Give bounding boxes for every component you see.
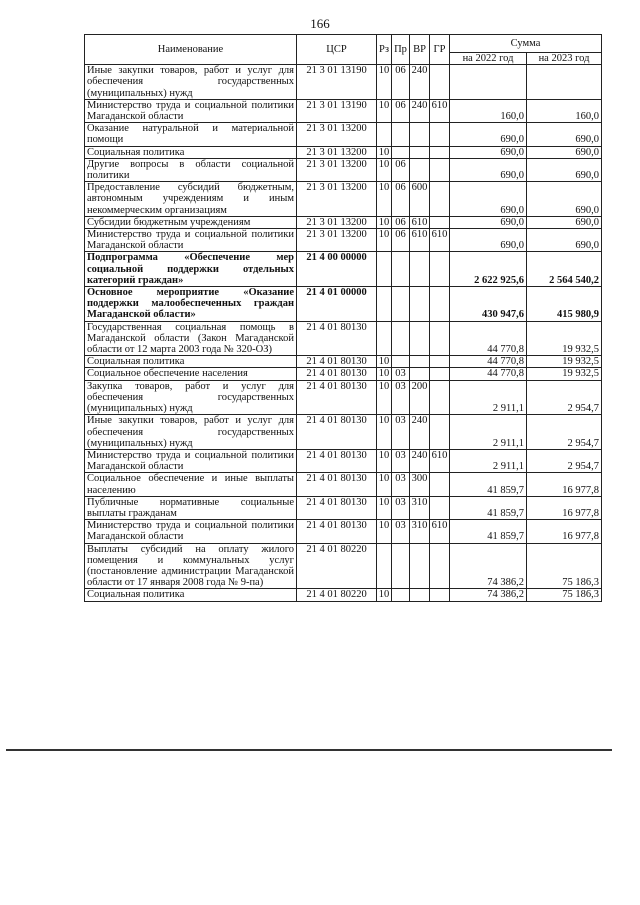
table-row xyxy=(85,287,602,322)
cell-name: Министерство труда и социальной политики Магаданской области xyxy=(85,449,297,472)
cell-vr: 200 xyxy=(410,380,430,415)
cell-rz: 10 xyxy=(377,589,392,601)
table-row xyxy=(85,449,602,472)
cell-sum-2022: 41 859,7 xyxy=(450,520,527,543)
cell-csr: 21 3 01 13200 xyxy=(297,182,377,217)
cell-sum-2022: 74 386,2 xyxy=(450,543,527,589)
cell-sum-2023: 690,0 xyxy=(527,182,602,217)
cell-vr: 240 xyxy=(410,99,430,122)
cell-sum-2023: 2 954,7 xyxy=(527,415,602,450)
header-gr: ГР xyxy=(430,35,450,65)
cell-gr: 610 xyxy=(430,229,450,252)
table-row xyxy=(85,368,602,380)
table-row xyxy=(85,252,602,287)
cell-pr: 03 xyxy=(392,520,410,543)
cell-pr xyxy=(392,589,410,601)
cell-csr: 21 4 01 80130 xyxy=(297,496,377,519)
cell-gr xyxy=(430,321,450,356)
cell-sum-2023: 690,0 xyxy=(527,158,602,181)
cell-pr: 06 xyxy=(392,99,410,122)
cell-csr: 21 3 01 13200 xyxy=(297,146,377,158)
cell-sum-2022: 2 622 925,6 xyxy=(450,252,527,287)
cell-sum-2023 xyxy=(527,65,602,100)
cell-vr xyxy=(410,356,430,368)
cell-sum-2023: 19 932,5 xyxy=(527,368,602,380)
cell-rz: 10 xyxy=(377,99,392,122)
table-row xyxy=(85,158,602,181)
table-row xyxy=(85,321,602,356)
table-row xyxy=(85,99,602,122)
table-row xyxy=(85,65,602,100)
cell-sum-2023: 690,0 xyxy=(527,229,602,252)
cell-pr: 06 xyxy=(392,158,410,181)
header-year-2022: на 2022 год xyxy=(450,53,527,65)
cell-pr xyxy=(392,146,410,158)
cell-vr: 600 xyxy=(410,182,430,217)
cell-gr xyxy=(430,415,450,450)
cell-csr: 21 3 01 13190 xyxy=(297,99,377,122)
cell-csr: 21 4 01 80130 xyxy=(297,356,377,368)
cell-vr xyxy=(410,368,430,380)
cell-sum-2023: 690,0 xyxy=(527,146,602,158)
cell-name: Социальное обеспечение и иные выплаты населению xyxy=(85,473,297,496)
cell-name: Выплаты субсидий на оплату жилого помещения и коммунальных услуг (постановление администрации Магаданской области от 17 января 2008 года № 9-па) xyxy=(85,543,297,589)
cell-sum-2022: 2 911,1 xyxy=(450,415,527,450)
cell-pr: 03 xyxy=(392,449,410,472)
cell-vr: 610 xyxy=(410,216,430,228)
cell-gr xyxy=(430,158,450,181)
cell-gr xyxy=(430,380,450,415)
cell-csr: 21 4 01 80130 xyxy=(297,368,377,380)
cell-name: Закупка товаров, работ и услуг для обеспечения государственных (муниципальных) нужд xyxy=(85,380,297,415)
cell-rz: 10 xyxy=(377,158,392,181)
cell-sum-2022: 690,0 xyxy=(450,158,527,181)
cell-pr xyxy=(392,321,410,356)
cell-vr xyxy=(410,543,430,589)
cell-name: Социальная политика xyxy=(85,589,297,601)
cell-gr xyxy=(430,65,450,100)
cell-rz: 10 xyxy=(377,356,392,368)
cell-csr: 21 4 01 80130 xyxy=(297,380,377,415)
header-vr: ВР xyxy=(410,35,430,65)
cell-name: Министерство труда и социальной политики Магаданской области xyxy=(85,229,297,252)
cell-sum-2023: 16 977,8 xyxy=(527,473,602,496)
cell-sum-2022: 2 911,1 xyxy=(450,380,527,415)
cell-csr: 21 3 01 13200 xyxy=(297,158,377,181)
cell-vr xyxy=(410,589,430,601)
cell-csr: 21 4 01 80130 xyxy=(297,321,377,356)
cell-csr: 21 4 01 80130 xyxy=(297,449,377,472)
table-body xyxy=(85,65,602,601)
cell-sum-2023: 19 932,5 xyxy=(527,356,602,368)
cell-name: Иные закупки товаров, работ и услуг для обеспечения государственных (муниципальных) нужд xyxy=(85,415,297,450)
cell-gr xyxy=(430,543,450,589)
cell-vr xyxy=(410,252,430,287)
cell-sum-2022: 690,0 xyxy=(450,216,527,228)
table-row xyxy=(85,473,602,496)
header-csr: ЦСР xyxy=(297,35,377,65)
cell-name: Социальная политика xyxy=(85,146,297,158)
cell-pr xyxy=(392,543,410,589)
cell-gr xyxy=(430,473,450,496)
cell-pr: 03 xyxy=(392,368,410,380)
cell-name: Другие вопросы в области социальной политики xyxy=(85,158,297,181)
header-pr: Пр xyxy=(392,35,410,65)
cell-sum-2022: 2 911,1 xyxy=(450,449,527,472)
cell-pr xyxy=(392,356,410,368)
cell-name: Основное мероприятие «Оказание поддержки малообеспеченных граждан Магаданской области» xyxy=(85,287,297,322)
cell-name: Субсидии бюджетным учреждениям xyxy=(85,216,297,228)
cell-pr: 03 xyxy=(392,496,410,519)
cell-pr: 03 xyxy=(392,380,410,415)
cell-vr: 310 xyxy=(410,520,430,543)
cell-name: Социальная политика xyxy=(85,356,297,368)
header-year-2023: на 2023 год xyxy=(527,53,602,65)
cell-sum-2023: 75 186,3 xyxy=(527,543,602,589)
table-row xyxy=(85,543,602,589)
table-row xyxy=(85,380,602,415)
table-row xyxy=(85,216,602,228)
cell-vr xyxy=(410,158,430,181)
cell-sum-2023: 2 954,7 xyxy=(527,380,602,415)
cell-pr: 03 xyxy=(392,473,410,496)
cell-vr: 240 xyxy=(410,415,430,450)
cell-pr: 06 xyxy=(392,216,410,228)
footer-rule xyxy=(6,749,612,751)
cell-sum-2023: 160,0 xyxy=(527,99,602,122)
cell-gr xyxy=(430,589,450,601)
cell-name: Иные закупки товаров, работ и услуг для обеспечения государственных (муниципальных) нужд xyxy=(85,65,297,100)
budget-table-container xyxy=(84,34,601,602)
cell-rz: 10 xyxy=(377,520,392,543)
cell-csr: 21 3 01 13190 xyxy=(297,65,377,100)
table-row xyxy=(85,182,602,217)
cell-sum-2023: 2 954,7 xyxy=(527,449,602,472)
cell-gr xyxy=(430,146,450,158)
cell-csr: 21 4 01 80220 xyxy=(297,589,377,601)
cell-csr: 21 4 01 80130 xyxy=(297,520,377,543)
cell-rz xyxy=(377,252,392,287)
cell-csr: 21 4 01 80130 xyxy=(297,473,377,496)
cell-gr: 610 xyxy=(430,520,450,543)
table-row xyxy=(85,589,602,601)
cell-rz: 10 xyxy=(377,182,392,217)
cell-sum-2023: 690,0 xyxy=(527,123,602,146)
cell-rz: 10 xyxy=(377,216,392,228)
cell-gr xyxy=(430,252,450,287)
cell-csr: 21 3 01 13200 xyxy=(297,229,377,252)
cell-sum-2023: 16 977,8 xyxy=(527,496,602,519)
header-name: Наименование xyxy=(85,35,297,65)
table-row xyxy=(85,123,602,146)
table-row xyxy=(85,520,602,543)
cell-vr xyxy=(410,287,430,322)
cell-vr: 300 xyxy=(410,473,430,496)
cell-name: Министерство труда и социальной политики Магаданской области xyxy=(85,99,297,122)
cell-sum-2023: 16 977,8 xyxy=(527,520,602,543)
cell-sum-2022: 44 770,8 xyxy=(450,368,527,380)
cell-vr: 310 xyxy=(410,496,430,519)
cell-rz xyxy=(377,543,392,589)
header-rz: Рз xyxy=(377,35,392,65)
cell-gr xyxy=(430,123,450,146)
cell-rz: 10 xyxy=(377,146,392,158)
cell-name: Предоставление субсидий бюджетным, автономным учреждениям и иным некоммерческим организациям xyxy=(85,182,297,217)
cell-gr xyxy=(430,216,450,228)
cell-rz: 10 xyxy=(377,380,392,415)
cell-pr: 03 xyxy=(392,415,410,450)
table-row xyxy=(85,415,602,450)
table-row xyxy=(85,356,602,368)
cell-sum-2022: 690,0 xyxy=(450,182,527,217)
cell-pr xyxy=(392,123,410,146)
cell-sum-2023: 19 932,5 xyxy=(527,321,602,356)
cell-sum-2022: 41 859,7 xyxy=(450,496,527,519)
cell-gr xyxy=(430,356,450,368)
cell-pr xyxy=(392,287,410,322)
cell-sum-2023: 690,0 xyxy=(527,216,602,228)
cell-vr xyxy=(410,146,430,158)
cell-rz: 10 xyxy=(377,415,392,450)
cell-sum-2023: 415 980,9 xyxy=(527,287,602,322)
cell-gr xyxy=(430,182,450,217)
budget-table xyxy=(84,34,602,602)
cell-rz: 10 xyxy=(377,496,392,519)
cell-name: Оказание натуральной и материальной помощи xyxy=(85,123,297,146)
cell-vr xyxy=(410,321,430,356)
cell-gr xyxy=(430,287,450,322)
cell-csr: 21 3 01 13200 xyxy=(297,123,377,146)
cell-pr xyxy=(392,252,410,287)
header-sum: Сумма xyxy=(450,35,602,53)
cell-rz xyxy=(377,321,392,356)
table-row xyxy=(85,496,602,519)
cell-name: Социальное обеспечение населения xyxy=(85,368,297,380)
cell-sum-2022: 690,0 xyxy=(450,123,527,146)
cell-sum-2022: 41 859,7 xyxy=(450,473,527,496)
cell-sum-2022: 430 947,6 xyxy=(450,287,527,322)
table-row xyxy=(85,229,602,252)
table-header xyxy=(85,35,602,65)
cell-sum-2023: 75 186,3 xyxy=(527,589,602,601)
cell-csr: 21 3 01 13200 xyxy=(297,216,377,228)
cell-rz xyxy=(377,123,392,146)
cell-sum-2022: 160,0 xyxy=(450,99,527,122)
cell-name: Министерство труда и социальной политики Магаданской области xyxy=(85,520,297,543)
cell-sum-2022: 44 770,8 xyxy=(450,356,527,368)
cell-vr xyxy=(410,123,430,146)
cell-sum-2022: 690,0 xyxy=(450,229,527,252)
cell-vr: 240 xyxy=(410,449,430,472)
page-number: 166 xyxy=(310,16,330,31)
cell-rz: 10 xyxy=(377,473,392,496)
cell-csr: 21 4 01 80130 xyxy=(297,415,377,450)
table-row xyxy=(85,146,602,158)
cell-name: Публичные нормативные социальные выплаты гражданам xyxy=(85,496,297,519)
cell-csr: 21 4 01 80220 xyxy=(297,543,377,589)
cell-sum-2023: 2 564 540,2 xyxy=(527,252,602,287)
cell-rz: 10 xyxy=(377,229,392,252)
cell-sum-2022: 690,0 xyxy=(450,146,527,158)
cell-sum-2022: 74 386,2 xyxy=(450,589,527,601)
cell-sum-2022: 44 770,8 xyxy=(450,321,527,356)
cell-rz: 10 xyxy=(377,65,392,100)
cell-rz: 10 xyxy=(377,449,392,472)
cell-rz: 10 xyxy=(377,368,392,380)
cell-gr xyxy=(430,368,450,380)
cell-vr: 240 xyxy=(410,65,430,100)
cell-rz xyxy=(377,287,392,322)
cell-csr: 21 4 01 00000 xyxy=(297,287,377,322)
cell-pr: 06 xyxy=(392,229,410,252)
cell-pr: 06 xyxy=(392,182,410,217)
cell-pr: 06 xyxy=(392,65,410,100)
cell-gr: 610 xyxy=(430,449,450,472)
cell-sum-2022 xyxy=(450,65,527,100)
cell-name: Подпрограмма «Обеспечение мер социальной поддержки отдельных категорий граждан» xyxy=(85,252,297,287)
cell-vr: 610 xyxy=(410,229,430,252)
cell-csr: 21 4 00 00000 xyxy=(297,252,377,287)
cell-gr: 610 xyxy=(430,99,450,122)
cell-gr xyxy=(430,496,450,519)
cell-name: Государственная социальная помощь в Магаданской области (Закон Магаданской области от 12 марта 2003 года № 320-ОЗ) xyxy=(85,321,297,356)
